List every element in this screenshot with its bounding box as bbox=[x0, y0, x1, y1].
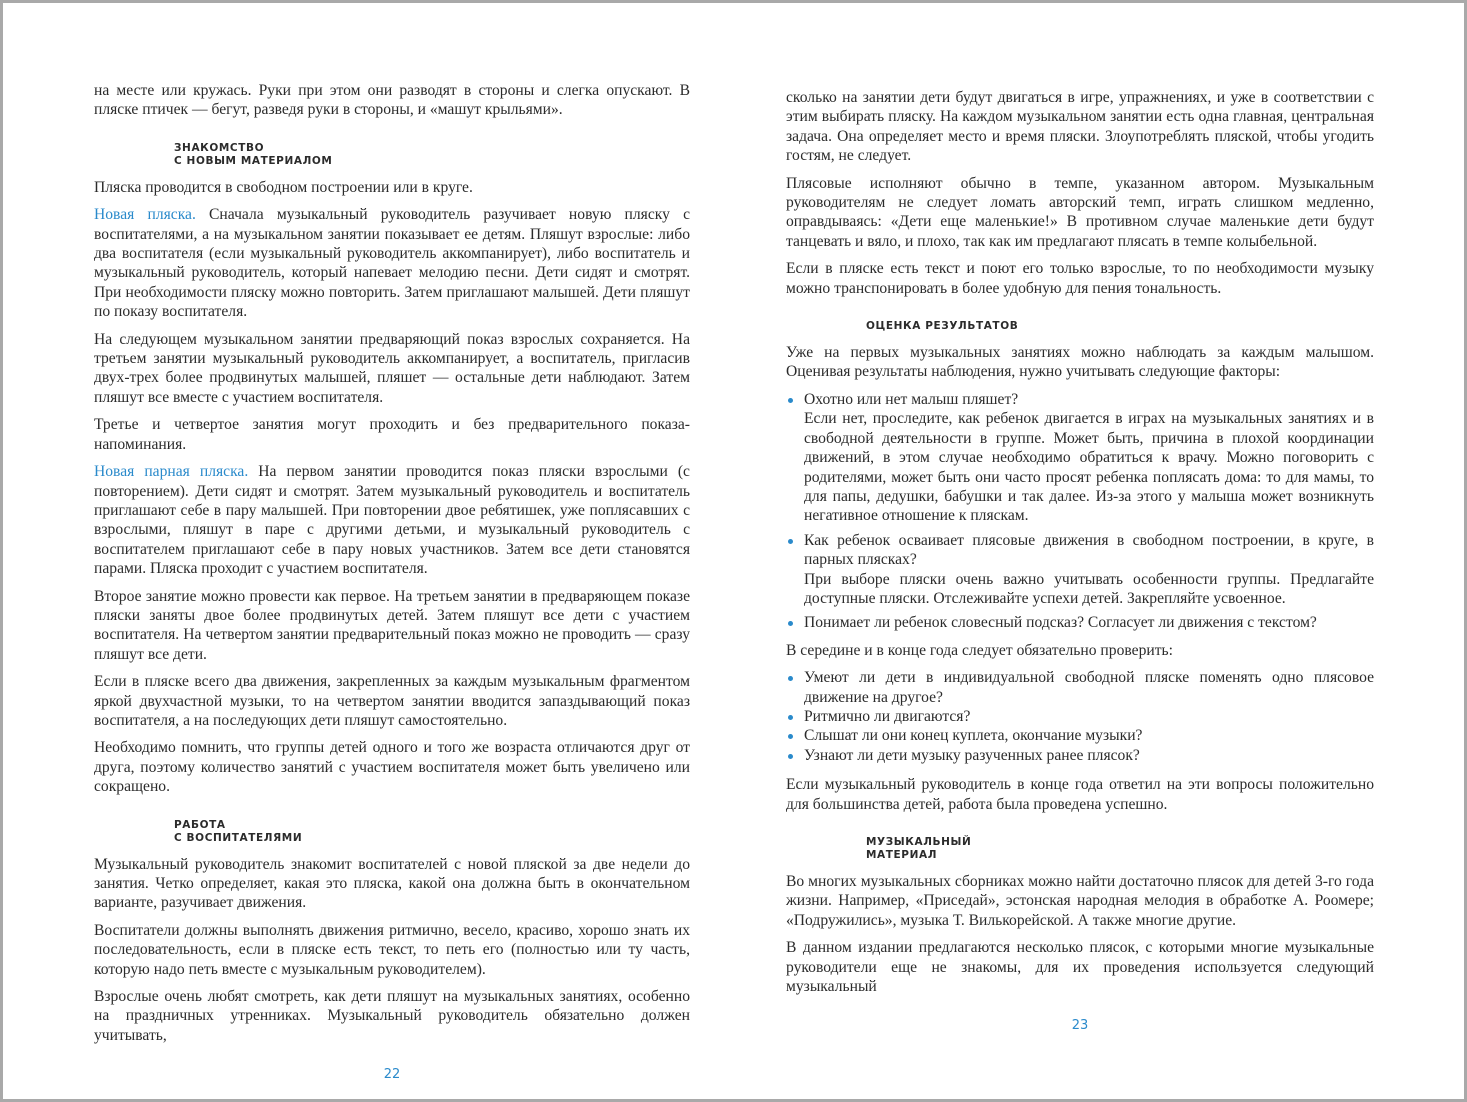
paragraph: на месте или кружась. Руки при этом они разводят в стороны и слегка опускают. В пляске птичек — бегут, разведя руки в стороны, и «машут крыльями». bbox=[94, 82, 690, 119]
paragraph-body: На первом занятии проводится показ пляски взрослыми (с повторением). Дети сидят и смотрят. Затем музыкальный руководитель и воспитатель приглашают себе в пару малышей. При повторении двое ребятишек, уже поплясавших с взрослыми, пляшут в паре с другими детьми, и музыкальный руководитель с воспитателем приглашают себе в пару новых участников. Затем все дети становятся парами. Пляска проходит с участием воспитателя. bbox=[94, 463, 690, 578]
paragraph: Воспитатели должны выполнять движения ритмично, весело, красиво, хорошо знать их последовательность, если в пляске есть текст, то петь его (полностью или ту часть, которую надо петь вместе с музыкальным руководителем). bbox=[94, 921, 690, 978]
list-item bbox=[786, 613, 1374, 632]
heading-line: МАТЕРИАЛ bbox=[866, 849, 938, 861]
heading-line: С НОВЫМ МАТЕРИАЛОМ bbox=[174, 154, 333, 167]
right-page bbox=[786, 81, 1374, 1053]
paragraph: В данном издании предлагаются несколько плясок, с которыми многие музыкальные руководители еще не знакомы, для их проведения используется следующий музыкальный bbox=[786, 939, 1374, 996]
term-new-dance: Новая пляска. bbox=[94, 206, 196, 224]
paragraph: Пляска проводится в свободном построении или в круге. bbox=[94, 178, 473, 196]
heading-line: С ВОСПИТАТЕЛЯМИ bbox=[174, 831, 303, 844]
bullet-icon bbox=[788, 734, 793, 739]
check-text: Слышат ли они конец куплета, окончание музыки? bbox=[804, 727, 1143, 745]
factor-question: Охотно или нет малыш пляшет? bbox=[804, 390, 1019, 408]
bullet-icon bbox=[788, 621, 793, 626]
list-item bbox=[786, 390, 1374, 526]
heading-line: РАБОТА bbox=[174, 818, 226, 831]
list-item bbox=[786, 746, 1374, 765]
paragraph-body: Сначала музыкальный руководитель разучивает новую пляску с воспитателями, а на музыкальном занятии показывает ее детям. Пляшут взрослые: либо два воспитателя (если музыкальный руководитель аккомпанирует), либо воспитатель и музыкальный руководитель, который напевает мелодию песни. Дети сидят и смотрят. При необходимости пляску можно повторить. Затем приглашают малышей. Дети пляшут по показу воспитателя. bbox=[94, 206, 690, 321]
paragraph: Уже на первых музыкальных занятиях можно наблюдать за каждым малышом. Оценивая результаты наблюдения, нужно учитывать следующие факторы: bbox=[786, 344, 1374, 381]
list-item bbox=[786, 531, 1374, 609]
bullet-icon bbox=[788, 754, 793, 759]
section-heading-work-with-teachers bbox=[174, 819, 690, 845]
check-text: Умеют ли дети в индивидуальной свободной пляске поменять одно плясовое движение на другое? bbox=[804, 669, 1374, 706]
paragraph: Если музыкальный руководитель в конце года ответил на эти вопросы положительно для большинства детей, работа была проведена успешно. bbox=[786, 776, 1374, 813]
factor-question: Как ребенок осваивает плясовые движения в свободном построении, в круге, в парных плясках? bbox=[804, 531, 1374, 569]
paragraph: сколько на занятии дети будут двигаться в игре, упражнениях, и уже в соответствии с этим выбирать пляску. На каждом музыкальном занятии есть одна главная, центральная задача. Она определяет место и время пляски. Злоупотреблять пляской, чтобы угодить гостям, не следует. bbox=[786, 89, 1374, 165]
page-number: 23 bbox=[1071, 1018, 1089, 1034]
paragraph: Если в пляске есть текст и поют его только взрослые, то по необходимости музыку можно транспонировать в более удобную для пения тональность. bbox=[786, 260, 1374, 297]
heading-line: МУЗЫКАЛЬНЫЙ bbox=[866, 836, 972, 848]
factor-detail: При выборе пляски очень важно учитывать особенности группы. Предлагайте доступные пляски. Отслеживайте успехи детей. Закрепляйте усвоенное. bbox=[804, 570, 1374, 607]
page-number: 22 bbox=[383, 1067, 401, 1083]
heading-line: ОЦЕНКА РЕЗУЛЬТАТОВ bbox=[866, 320, 1019, 333]
paragraph: Второе занятие можно провести как первое. На третьем занятии в предваряющем показе пляски заняты двое более продвинутых детей. Затем пляшут все дети с участием воспитателя. На четвертом занятии предварительный показ можно не проводить — сразу пляшут все дети. bbox=[94, 587, 690, 663]
paragraph bbox=[94, 462, 690, 578]
left-page bbox=[94, 81, 690, 1102]
bullet-icon bbox=[788, 398, 793, 403]
paragraph: Третье и четвертое занятия могут проходить и без предварительного показа-напоминания. bbox=[94, 416, 690, 453]
paragraph bbox=[94, 205, 690, 321]
list-item bbox=[786, 726, 1374, 745]
paragraph: Во многих музыкальных сборниках можно найти достаточно плясок для детей 3-го года жизни. Например, «Приседай», эстонская народная мелодия в обработке А. Роомере; «Подружились», музыка Т. Вилькорейской. А также многие другие. bbox=[786, 873, 1374, 929]
paragraph: Плясовые исполняют обычно в темпе, указанном автором. Музыкальным руководителям не следует ломать авторский темп, играть слишком медленно, оправдываясь: «Дети еще маленькие!» В противном случае маленькие дети будут танцевать и вяло, и плохо, так как им предлагают плясать в темпе колыбельной. bbox=[786, 174, 1374, 250]
heading-line: ЗНАКОМСТВО bbox=[174, 141, 265, 154]
check-text: Ритмично ли двигаются? bbox=[804, 707, 971, 725]
paragraph: В середине и в конце года следует обязательно проверить: bbox=[786, 641, 1173, 659]
paragraph: Взрослые очень любят смотреть, как дети пляшут на музыкальных занятиях, особенно на праздничных утренниках. Музыкальный руководитель обязательно должен учитывать, bbox=[94, 988, 690, 1044]
bullet-icon bbox=[788, 539, 793, 544]
paragraph: Музыкальный руководитель знакомит воспитателей с новой пляской за две недели до занятия. Четко определяет, какая это пляска, какой она должна быть в окончательном варианте, разучивает движения. bbox=[94, 855, 690, 912]
section-heading-results bbox=[866, 320, 1374, 333]
section-heading-new-material bbox=[174, 142, 690, 168]
factor-detail: Если нет, проследите, как ребенок двигается в играх на музыкальных занятиях и в свободной деятельности в группе. Может быть, причина в плохой координации движений, в этом случае необходимо обратиться к врачу. Можно поговорить с родителями, может быть они часто просят ребенка поплясать дома: то для мамы, то для папы, дедушки, бабушки и так далее. Из-за этого у малыша может возникнуть негативное отношение к пляскам. bbox=[804, 410, 1374, 525]
factor-question: Понимает ли ребенок словесный подсказ? Согласует ли движения с текстом? bbox=[804, 614, 1317, 632]
factors-list bbox=[786, 390, 1374, 633]
paragraph: Необходимо помнить, что группы детей одного и того же возраста отличаются друг от друга, поэтому количество занятий с участием воспитателя может быть увеличено или сокращено. bbox=[94, 739, 690, 796]
term-new-pair-dance: Новая парная пляска. bbox=[94, 463, 249, 481]
checks-list bbox=[786, 668, 1374, 765]
list-item bbox=[786, 668, 1374, 707]
bullet-icon bbox=[788, 676, 793, 681]
bullet-icon bbox=[788, 715, 793, 720]
check-text: Узнают ли дети музыку разученных ранее плясок? bbox=[804, 746, 1140, 764]
list-item bbox=[786, 707, 1374, 726]
paragraph: На следующем музыкальном занятии предваряющий показ взрослых сохраняется. На третьем занятии музыкальный руководитель аккомпанирует, а воспитатель, пригласив двух-трех более продвинутых малышей, пляшет — остальные дети наблюдают. Затем пляшут все вместе с участием воспитателя. bbox=[94, 330, 690, 406]
paragraph: Если в пляске всего два движения, закрепленных за каждым музыкальным фрагментом яркой двухчастной музыки, то на четвертом занятии вводится запаздывающий показ воспитателя, а на последующих дети пляшут самостоятельно. bbox=[94, 673, 690, 729]
section-heading-music-material bbox=[866, 836, 1374, 862]
